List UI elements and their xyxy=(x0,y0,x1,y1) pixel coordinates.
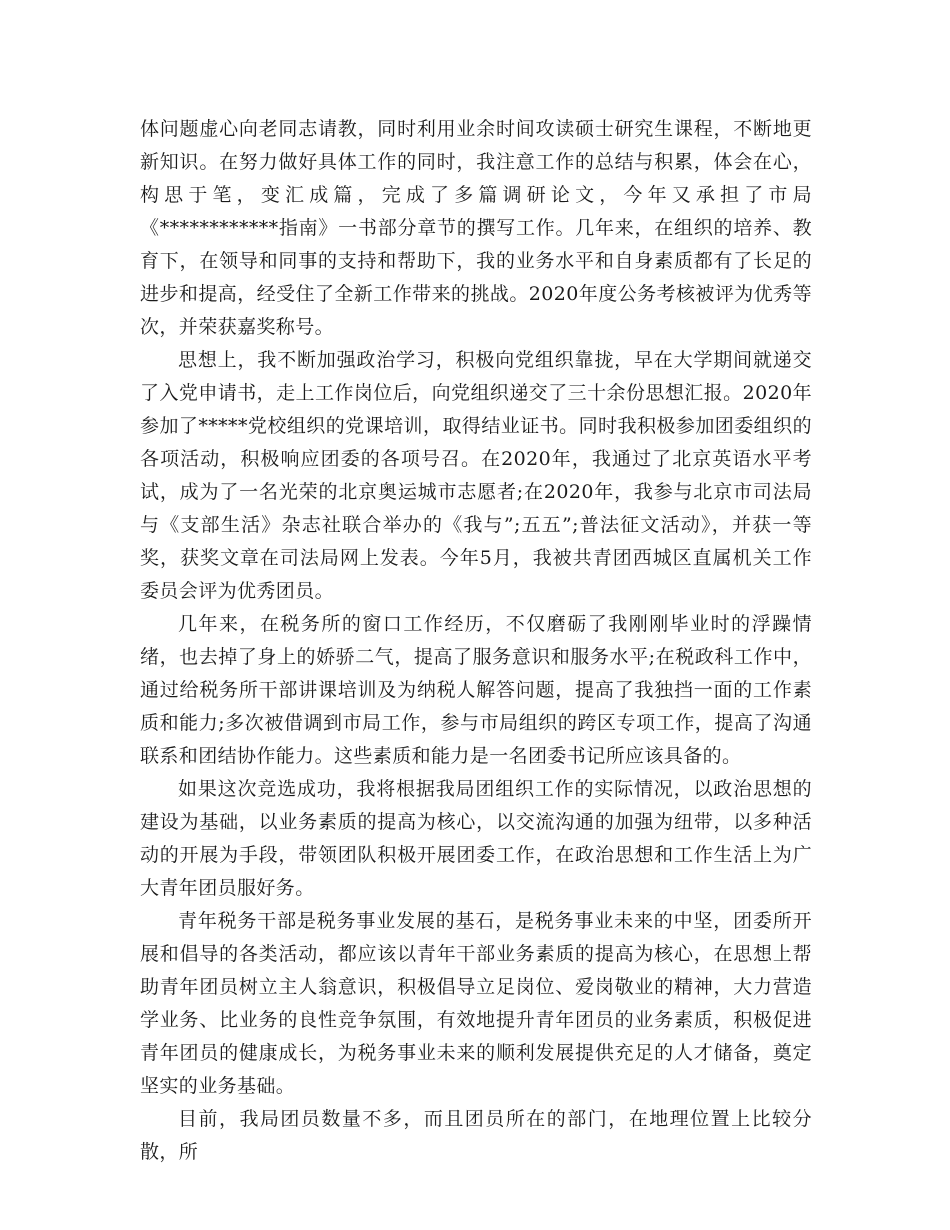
paragraph-1: 体问题虚心向老同志请教，同时利用业余时间攻读硕士研究生课程，不断地更新知识。在努力做好具体工作的同时，我注意工作的总结与积累，体会在心，构思于笔，变汇成篇，完成了多篇调研论文，今年又承担了市局《************指南》一书部分章节的撰写工作。几年来，在组织的培养、教育下，在领导和同事的支持和帮助下，我的业务水平和自身素质都有了长足的进步和提高，经受住了全新工作带来的挑战。2020年度公务考核被评为优秀等次，并荣获嘉奖称号。 xyxy=(140,118,812,338)
paragraph-3: 几年来，在税务所的窗口工作经历，不仅磨砺了我刚刚毕业时的浮躁情绪，也去掉了身上的娇骄二气，提高了服务意识和服务水平;在税政科工作中，通过给税务所干部讲课培训及为纳税人解答问题，提高了我独挡一面的工作素质和能力;多次被借调到市局工作，参与市局组织的跨区专项工作，提高了沟通联系和团结协作能力。这些素质和能力是一名团委书记所应该具备的。 xyxy=(140,613,812,767)
paragraph-6: 目前，我局团员数量不多，而且团员所在的部门，在地理位置上比较分散，所 xyxy=(140,1108,812,1163)
paragraph-4: 如果这次竞选成功，我将根据我局团组织工作的实际情况，以政治思想的建设为基础，以业务素质的提高为核心，以交流沟通的加强为纽带，以多种活动的开展为手段，带领团队积极开展团委工作，在政治思想和工作生活上为广大青年团员服好务。 xyxy=(140,778,812,899)
paragraph-2: 思想上，我不断加强政治学习，积极向党组织靠拢，早在大学期间就递交了入党申请书，走上工作岗位后，向党组织递交了三十余份思想汇报。2020年参加了*****党校组织的党课培训，取得结业证书。同时我积极参加团委组织的各项活动，积极响应团委的各项号召。在2020年，我通过了北京英语水平考试，成为了一名光荣的北京奥运城市志愿者;在2020年，我参与北京市司法局与《支部生活》杂志社联合举办的《我与”;五五”;普法征文活动》，并获一等奖，获奖文章在司法局网上发表。今年5月，我被共青团西城区直属机关工作委员会评为优秀团员。 xyxy=(140,349,812,602)
document-body xyxy=(140,113,812,1169)
paragraph-5: 青年税务干部是税务事业发展的基石，是税务事业未来的中坚，团委所开展和倡导的各类活动，都应该以青年干部业务素质的提高为核心，在思想上帮助青年团员树立主人翁意识，积极倡导立足岗位、爱岗敬业的精神，大力营造学业务、比业务的良性竞争氛围，有效地提升青年团员的业务素质，积极促进青年团员的健康成长，为税务事业未来的顺利发展提供充足的人才储备，奠定坚实的业务基础。 xyxy=(140,910,812,1097)
